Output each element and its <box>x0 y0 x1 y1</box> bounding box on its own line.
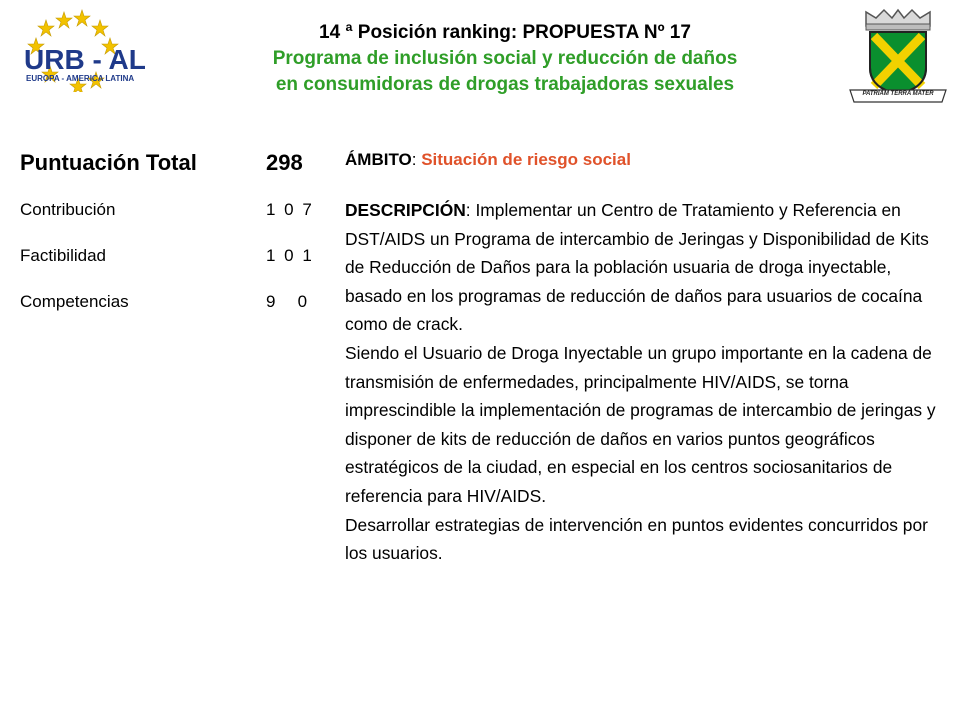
descripcion-paragraph-3: Desarrollar estrategias de intervención en puntos evidentes concurridos por los usuarios. <box>345 514 928 564</box>
program-title-line-2: en consumidoras de drogas trabajadoras sexuales <box>275 74 735 95</box>
descripcion-separator: : <box>465 200 476 220</box>
proposal-details <box>345 148 940 568</box>
ambito-label: ÁMBITO <box>345 150 412 169</box>
urbal-logo <box>14 8 164 92</box>
descripcion-paragraph-2: Siendo el Usuario de Droga Inyectable un grupo importante en la cadena de transmisión de enfermedades, principalmente HIV/AIDS, se torna imprescindible la implementación de programas de intercambio de jeringas y disponer de kits de reducción de daños en varios puntos geográficos estratégicos de la ciudad, en especial en los centros sociosanitarios de referencia para HIV/AIDS. <box>345 342 936 506</box>
score-row <box>20 246 320 292</box>
score-table <box>20 150 320 338</box>
ambito-section <box>345 148 940 172</box>
descripcion-paragraph-1 <box>345 196 940 339</box>
program-title-line-1: Programa de inclusión social y reducción de daños <box>272 48 738 69</box>
ranking-title: 14 ª Posición ranking: PROPUESTA Nº 17 <box>319 22 691 43</box>
urbal-logo-text: URB - AL <box>24 44 146 75</box>
total-score-label: Puntuación Total <box>20 150 197 175</box>
score-row <box>20 292 320 338</box>
score-value: 1 0 1 <box>266 246 314 265</box>
ambito-separator: : <box>411 150 422 169</box>
city-coat-of-arms <box>846 6 950 106</box>
score-label: Contribución <box>20 200 116 219</box>
score-value: 1 0 7 <box>266 200 314 219</box>
score-label: Competencias <box>20 292 129 311</box>
ambito-value: Situación de riesgo social <box>421 150 631 169</box>
score-label: Factibilidad <box>20 246 106 265</box>
coat-of-arms-banner-text: PATRIAM TERRA MATER <box>862 91 934 97</box>
page-header <box>190 20 820 98</box>
urbal-logo-subtitle: EUROPA - AMERICA LATINA <box>26 74 135 83</box>
descripcion-label: DESCRIPCIÓN <box>345 200 466 220</box>
descripcion-text-1: Implementar un Centro de Tratamiento y Referencia en DST/AIDS un Programa de intercambio de Jeringas y Disponibilidad de Kits de Reducción de Daños para la población usuaria de droga inyectable, basado en los programas de reducción de daños para usuarios de cocaína como de crack. <box>345 200 929 335</box>
score-value: 9 0 <box>266 292 310 311</box>
total-score-value: 298 <box>266 150 303 175</box>
score-row <box>20 200 320 246</box>
score-row-total <box>20 150 320 200</box>
descripcion-section <box>345 196 940 568</box>
